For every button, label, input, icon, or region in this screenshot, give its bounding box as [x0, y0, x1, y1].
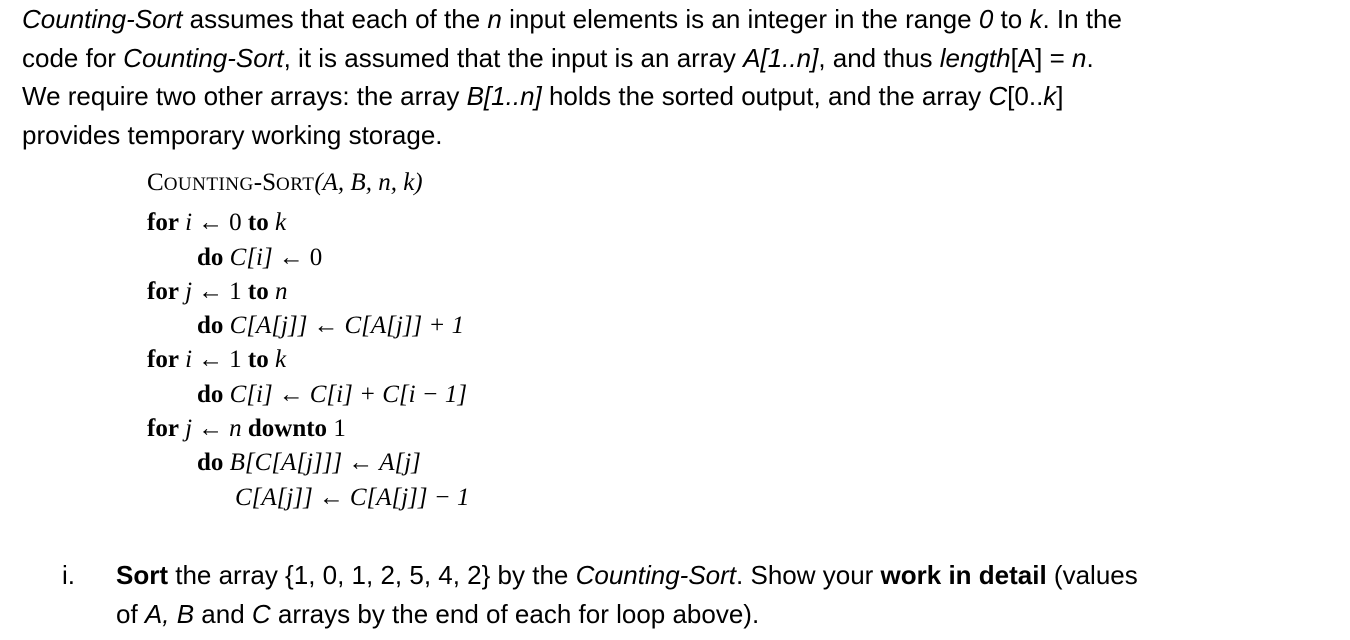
intro-var: k — [1029, 4, 1043, 34]
intro-line-3 — [22, 77, 1332, 116]
number: 1 — [333, 415, 346, 443]
intro-term: Counting-Sort — [123, 42, 284, 73]
keyword: for — [147, 277, 179, 305]
assign-arrow: ← — [313, 312, 339, 340]
intro-text: . In the — [1042, 4, 1122, 34]
algorithm-name: OUNTING — [163, 174, 254, 195]
number: 1 — [229, 346, 242, 374]
keyword: do — [197, 380, 224, 408]
algorithm-signature — [147, 166, 470, 200]
assign-arrow: ← — [198, 415, 224, 443]
expression: C[A[j]] − 1 — [349, 483, 470, 511]
intro-text: holds the sorted output, and the array — [541, 81, 989, 111]
intro-text: assumes that each of the — [182, 4, 488, 34]
expression: 0 — [309, 243, 323, 271]
question-line-2 — [116, 595, 1316, 634]
code-line-8 — [147, 446, 470, 480]
expression: C[A[j]] — [235, 483, 313, 511]
keyword: for — [147, 209, 179, 237]
question-term: C — [251, 598, 271, 629]
keyword: do — [197, 312, 224, 340]
number: 0 — [229, 209, 242, 237]
intro-text: = — [1042, 42, 1073, 73]
keyword: for — [147, 346, 179, 374]
variable: j — [185, 277, 193, 305]
intro-var: n — [487, 4, 502, 34]
code-line-9 — [147, 481, 470, 515]
algorithm-name: ORT — [275, 174, 315, 195]
variable: n — [229, 415, 242, 443]
question-line-1 — [116, 556, 1316, 595]
algorithm-name: - — [253, 169, 263, 196]
number: 1 — [229, 277, 242, 305]
intro-var: C — [988, 81, 1008, 111]
intro-line-1 — [22, 0, 1332, 39]
question-emphasis: Sort — [116, 560, 168, 590]
code-line-1 — [147, 206, 470, 240]
intro-text: , it is assumed that the input is an array — [283, 42, 744, 73]
question-term: A, B — [144, 598, 195, 629]
keyword: for — [147, 415, 179, 443]
intro-text: code for — [22, 42, 124, 73]
question-text-run: of — [116, 598, 145, 629]
variable: k — [274, 209, 287, 237]
keyword: to — [247, 346, 269, 374]
expression: C[i] — [229, 243, 273, 271]
variable: n — [274, 277, 288, 305]
expression: C[i] — [229, 380, 273, 408]
question-term: Counting-Sort — [575, 560, 737, 590]
intro-text: ] — [1056, 81, 1064, 111]
expression: B[C[A[j]]] — [229, 449, 343, 477]
question-marker: i. — [62, 560, 75, 590]
expression: C[A[j]] + 1 — [344, 312, 465, 340]
intro-text: . — [1086, 42, 1094, 73]
variable: i — [185, 209, 193, 237]
assign-arrow: ← — [198, 209, 224, 237]
variable: i — [185, 346, 193, 374]
assign-arrow: ← — [198, 277, 224, 305]
code-line-3 — [147, 275, 470, 309]
question-emphasis: work in detail — [880, 560, 1047, 590]
algorithm-name: S — [262, 169, 276, 196]
algorithm-name: C — [147, 169, 164, 196]
keyword: to — [247, 209, 269, 237]
variable: j — [185, 415, 193, 443]
intro-var: A[1..n] — [743, 42, 819, 73]
assign-arrow: ← — [348, 449, 374, 477]
expression: C[i] + C[i − 1] — [309, 380, 468, 408]
intro-text: We require two other arrays: the array — [22, 81, 467, 111]
keyword: do — [197, 449, 224, 477]
intro-var: length — [939, 42, 1011, 73]
assign-arrow: ← — [278, 243, 304, 271]
assign-arrow: ← — [198, 346, 224, 374]
intro-line-2 — [22, 39, 1332, 78]
intro-var: n — [1072, 42, 1087, 73]
keyword: do — [197, 243, 224, 271]
code-line-6 — [147, 378, 470, 412]
expression: A[j] — [379, 449, 421, 477]
keyword: to — [247, 277, 269, 305]
code-line-2 — [147, 241, 470, 275]
intro-var: 0 — [978, 4, 994, 34]
variable: k — [274, 346, 287, 374]
pseudocode-block — [147, 166, 470, 515]
expression: C[A[j]] — [229, 312, 308, 340]
question-text-run: (values — [1046, 560, 1138, 590]
question-text — [116, 556, 1316, 633]
intro-var: B[1..n] — [466, 81, 542, 111]
question-text-run: and — [194, 598, 252, 629]
keyword: downto — [247, 415, 328, 443]
question-text-run: the array {1, 0, 1, 2, 5, 4, 2} by the — [168, 560, 576, 590]
code-line-7 — [147, 412, 470, 446]
intro-term: Counting-Sort — [22, 4, 183, 34]
question-text-run: arrays by the end of each for loop above). — [270, 598, 760, 629]
algorithm-params: (A, B, n, k) — [314, 169, 423, 196]
intro-var: k — [1043, 81, 1057, 111]
intro-text: input elements is an integer in the range — [501, 4, 979, 34]
assign-arrow: ← — [278, 380, 304, 408]
intro-line-4: provides temporary working storage. — [22, 119, 443, 150]
intro-text: [0.. — [1007, 81, 1044, 111]
intro-text: [A] — [1010, 42, 1043, 73]
code-line-5 — [147, 343, 470, 377]
question-text-run: . Show your — [736, 560, 881, 590]
intro-text: , and thus — [818, 42, 940, 73]
intro-paragraph — [22, 0, 1332, 154]
assign-arrow: ← — [318, 483, 344, 511]
intro-text: to — [993, 4, 1030, 34]
code-line-4 — [147, 309, 470, 343]
